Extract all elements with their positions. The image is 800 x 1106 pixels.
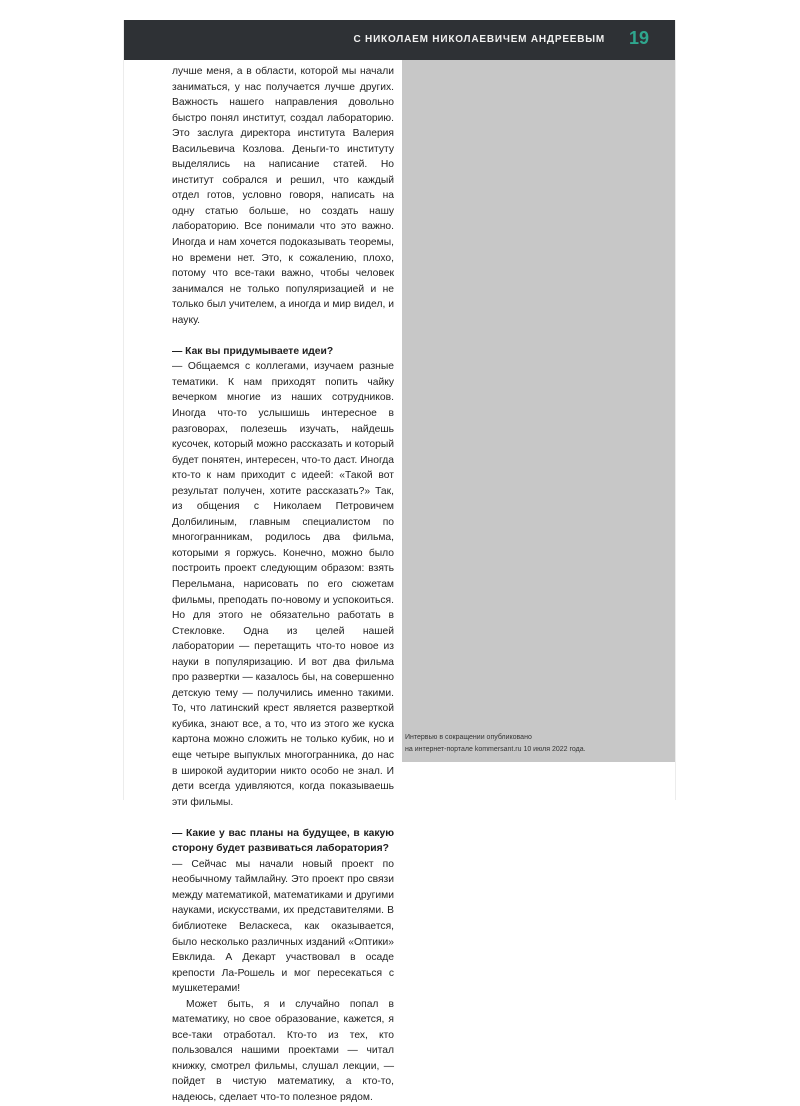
source-caption <box>405 732 671 755</box>
page-number: 19 <box>628 28 649 48</box>
answer-ideas: — Общаемся с коллегами, изучаем разные тематики. К нам приходят попить чайку вечерком многие из наших сотрудников. Иногда что-то услышишь интересное в разговорах, полезешь изучать, найдешь кусочек, который можно рассказать и который будет понятен, интересен, что-то даст. Иногда кто-то к нам приходит с идеей: «Такой вот результат получен, хотите рассказать?» Так, из общения с Николаем Петровичем Долбилиным, главным специалистом по многогранникам, родилось два фильма, которыми я горжусь. Конечно, можно было построить проект следующим образом: взять Перельмана, нарисовать по его сюжетам фильмы, преподать по-новому и успокоиться. Но для этого не обязательно работать в Стекловке. Одна из целей нашей лаборатории — перетащить что-то новое из науки в популяризацию. И вот два фильма про развертки — казалось бы, на совершенно детскую тему — получились именно такими. То, что латинский крест является разверткой кубика, знают все, а то, что из этого же куска картона можно сложить не только кубик, но и еще четыре выпуклых многогранника, до нас в широкой аудитории никто особо не знал. И дети всегда удивляются, когда показываешь эти фильмы. <box>172 361 394 808</box>
interview-text <box>172 64 394 1106</box>
paragraph-intro: лучше меня, а в области, которой мы начали заниматься, у нас получается лучше других. Важность нашего направления довольно быстро понял институт, создал лабораторию. Это заслуга директора института Валерия Васильевича Козлова. Деньги-то институту выделялись на написание статей. Но институт собрался и решил, что каждый отдел готов, условно говоря, написать на одну статью больше, но создать нашу лабораторию. Все понимали что это важно. Иногда и нам хочется подоказывать теоремы, но времени нет. Это, к сожалению, плохо, потому что все-таки важно, чтобы человек занимался не только популяризацией и не только был учителем, а иногда и мир видел, и науку. <box>172 66 394 326</box>
caption-line-1: Интервью в сокращении опубликовано <box>405 734 532 741</box>
paragraph-closing: Может быть, я и случайно попал в математику, но свое образование, кажется, я все-таки отработал. Кто-то из тех, кто пользовался нашими проектами — читал книжку, смотрел фильмы, слушал лекции, — пойдет в чистую математику, а кто-то, надеюсь, сделает что-то полезное рядом. <box>172 998 394 1103</box>
book-page <box>124 20 675 1103</box>
answer-plans: — Сейчас мы начали новый проект по необычному таймлайну. Это проект про связи между математикой, математиками и другими науками, искусствами, их представителями. В библиотеке Веласкеса, как оказывается, было несколько различных изданий «Оптики» Евклида. А Декарт участвовал в осаде крепости Ла-Рошель и мог пересекаться с мушкетерами! <box>172 858 394 995</box>
running-header-title: С НИКОЛАЕМ НИКОЛАЕВИЧЕМ АНДРЕЕВЫМ <box>353 34 605 45</box>
photo-placeholder-panel <box>402 60 675 762</box>
question-ideas: — Как вы придумываете идеи? <box>172 345 334 357</box>
running-header <box>124 20 675 60</box>
caption-line-2: на интернет-портале kommersant.ru 10 июля 2022 года. <box>405 745 586 753</box>
question-plans: — Какие у вас планы на будущее, в какую сторону будет развиваться лаборатория? <box>172 827 394 855</box>
